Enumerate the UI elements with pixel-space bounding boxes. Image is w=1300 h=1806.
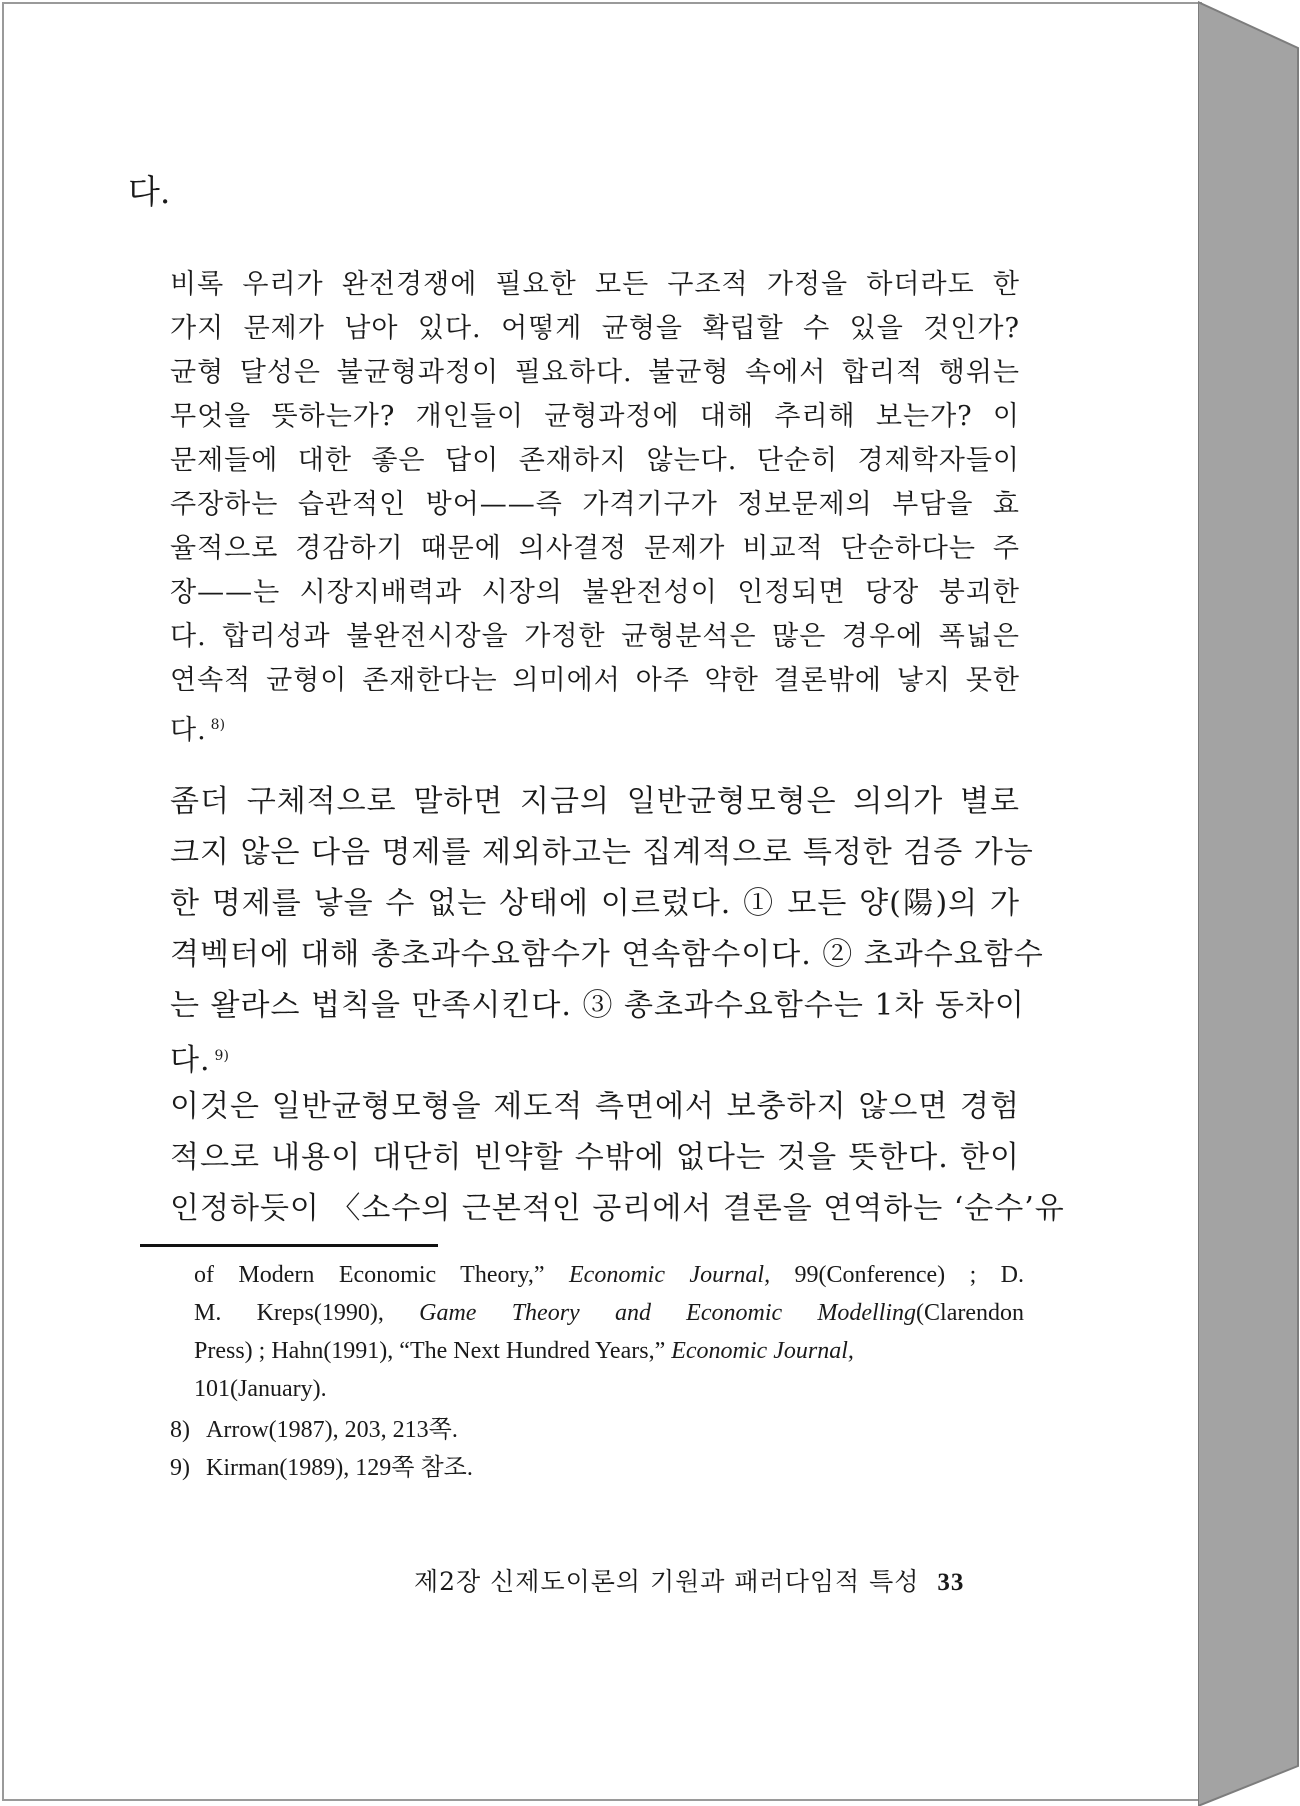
page-top-fragment: 다. <box>128 172 171 211</box>
citation-text: (Clarendon <box>916 1300 1025 1326</box>
footnote-line <box>194 1332 1024 1370</box>
citation-text: 101(January). <box>194 1376 327 1402</box>
book-side-edge <box>1198 0 1300 1806</box>
citation-text: of Modern Economic Theory,” <box>194 1262 570 1288</box>
footnote-separator <box>140 1244 438 1247</box>
text-line: 연속적 균형이 존재한다는 의미에서 아주 약한 결론밖에 낳지 못한 <box>170 665 1020 696</box>
body-paragraph-1 <box>170 776 1044 1086</box>
text-line: 가지 문제가 남아 있다. 어떻게 균형을 확립할 수 있을 것인가? <box>170 313 1020 344</box>
text-line: 한 명제를 낳을 수 없는 상태에 이르렀다. ① 모든 양(陽)의 가 <box>170 886 1020 921</box>
citation-text: Press) ; Hahn(1991), “The Next Hundred Years,” <box>194 1338 672 1364</box>
text-line: 이것은 일반균형모형을 제도적 측면에서 보충하지 않으면 경험 <box>170 1089 1020 1124</box>
footnote-number: 9) <box>170 1455 190 1481</box>
footnote-text: Kirman(1989), 129쪽 참조. <box>206 1455 473 1481</box>
footnote-continuation <box>194 1256 1024 1408</box>
text-line: 크지 않은 다음 명제를 제외하고는 집계적으로 특정한 검증 가능 <box>170 835 1034 870</box>
text-line: 비록 우리가 완전경쟁에 필요한 모든 구조적 가정을 하더라도 한 <box>170 269 1020 300</box>
page-number: 33 <box>937 1569 965 1596</box>
citation-text: 99(Conference) ; D. <box>770 1262 1025 1288</box>
text-line: 다. $^{9)}$ <box>170 1043 229 1078</box>
block-quote <box>170 263 1020 753</box>
footnote-9 <box>170 1449 473 1487</box>
footnote-text: Arrow(1987), 203, 213쪽. <box>206 1417 458 1443</box>
text-line: 적으로 내용이 대단히 빈약할 수밖에 없다는 것을 뜻한다. 한이 <box>170 1140 1020 1175</box>
text-line: 인정하듯이 〈소수의 근본적인 공리에서 결론을 연역하는 ‘순수’유 <box>170 1191 1065 1226</box>
text-line: 는 왈라스 법칙을 만족시킨다. ③ 총초과수요함수는 1차 동차이 <box>170 988 1025 1023</box>
text-line: 격벡터에 대해 총초과수요함수가 연속함수이다. ② 초과수요함수 <box>170 937 1044 972</box>
footnote-number: 8) <box>170 1417 190 1443</box>
body-paragraph-2 <box>170 1081 1065 1234</box>
text-line: 문제들에 대한 좋은 답이 존재하지 않는다. 단순히 경제학자들이 <box>170 445 1020 476</box>
citation-title: Economic Journal, <box>671 1338 854 1364</box>
text-line: 율적으로 경감하기 때문에 의사결정 문제가 비교적 단순하다는 주 <box>170 533 1020 564</box>
footnote-8 <box>170 1411 458 1449</box>
text-line: 장——는 시장지배력과 시장의 불완전성이 인정되면 당장 붕괴한 <box>170 577 1020 608</box>
book-side-face <box>1198 2 1298 1806</box>
chapter-title: 제2장 신제도이론의 기원과 패러다임적 특성 <box>414 1567 920 1596</box>
citation-title: Game Theory and Economic Modelling <box>419 1300 917 1326</box>
footnote-line <box>194 1294 1024 1332</box>
footnote-reference[interactable]: 9) <box>214 1048 229 1064</box>
running-footer <box>414 1562 964 1598</box>
text-line: 주장하는 습관적인 방어——즉 가격기구가 정보문제의 부담을 효 <box>170 489 1020 520</box>
footnote-line <box>194 1256 1024 1294</box>
text-line: 다. 합리성과 불완전시장을 가정한 균형분석은 많은 경우에 폭넓은 <box>170 621 1020 652</box>
footnote-line <box>194 1370 1024 1408</box>
citation-text: M. Kreps(1990), <box>194 1300 420 1326</box>
citation-title: Economic Journal, <box>569 1262 771 1288</box>
text-line: 무엇을 뜻하는가? 개인들이 균형과정에 대해 추리해 보는가? 이 <box>170 401 1020 432</box>
text-line: 좀더 구체적으로 말하면 지금의 일반균형모형은 의의가 별로 <box>170 784 1020 819</box>
text-line: 다. $^{8)}$ <box>170 715 226 746</box>
footnote-reference[interactable]: 8) <box>210 717 226 733</box>
text-line: 균형 달성은 불균형과정이 필요하다. 불균형 속에서 합리적 행위는 <box>170 357 1020 388</box>
